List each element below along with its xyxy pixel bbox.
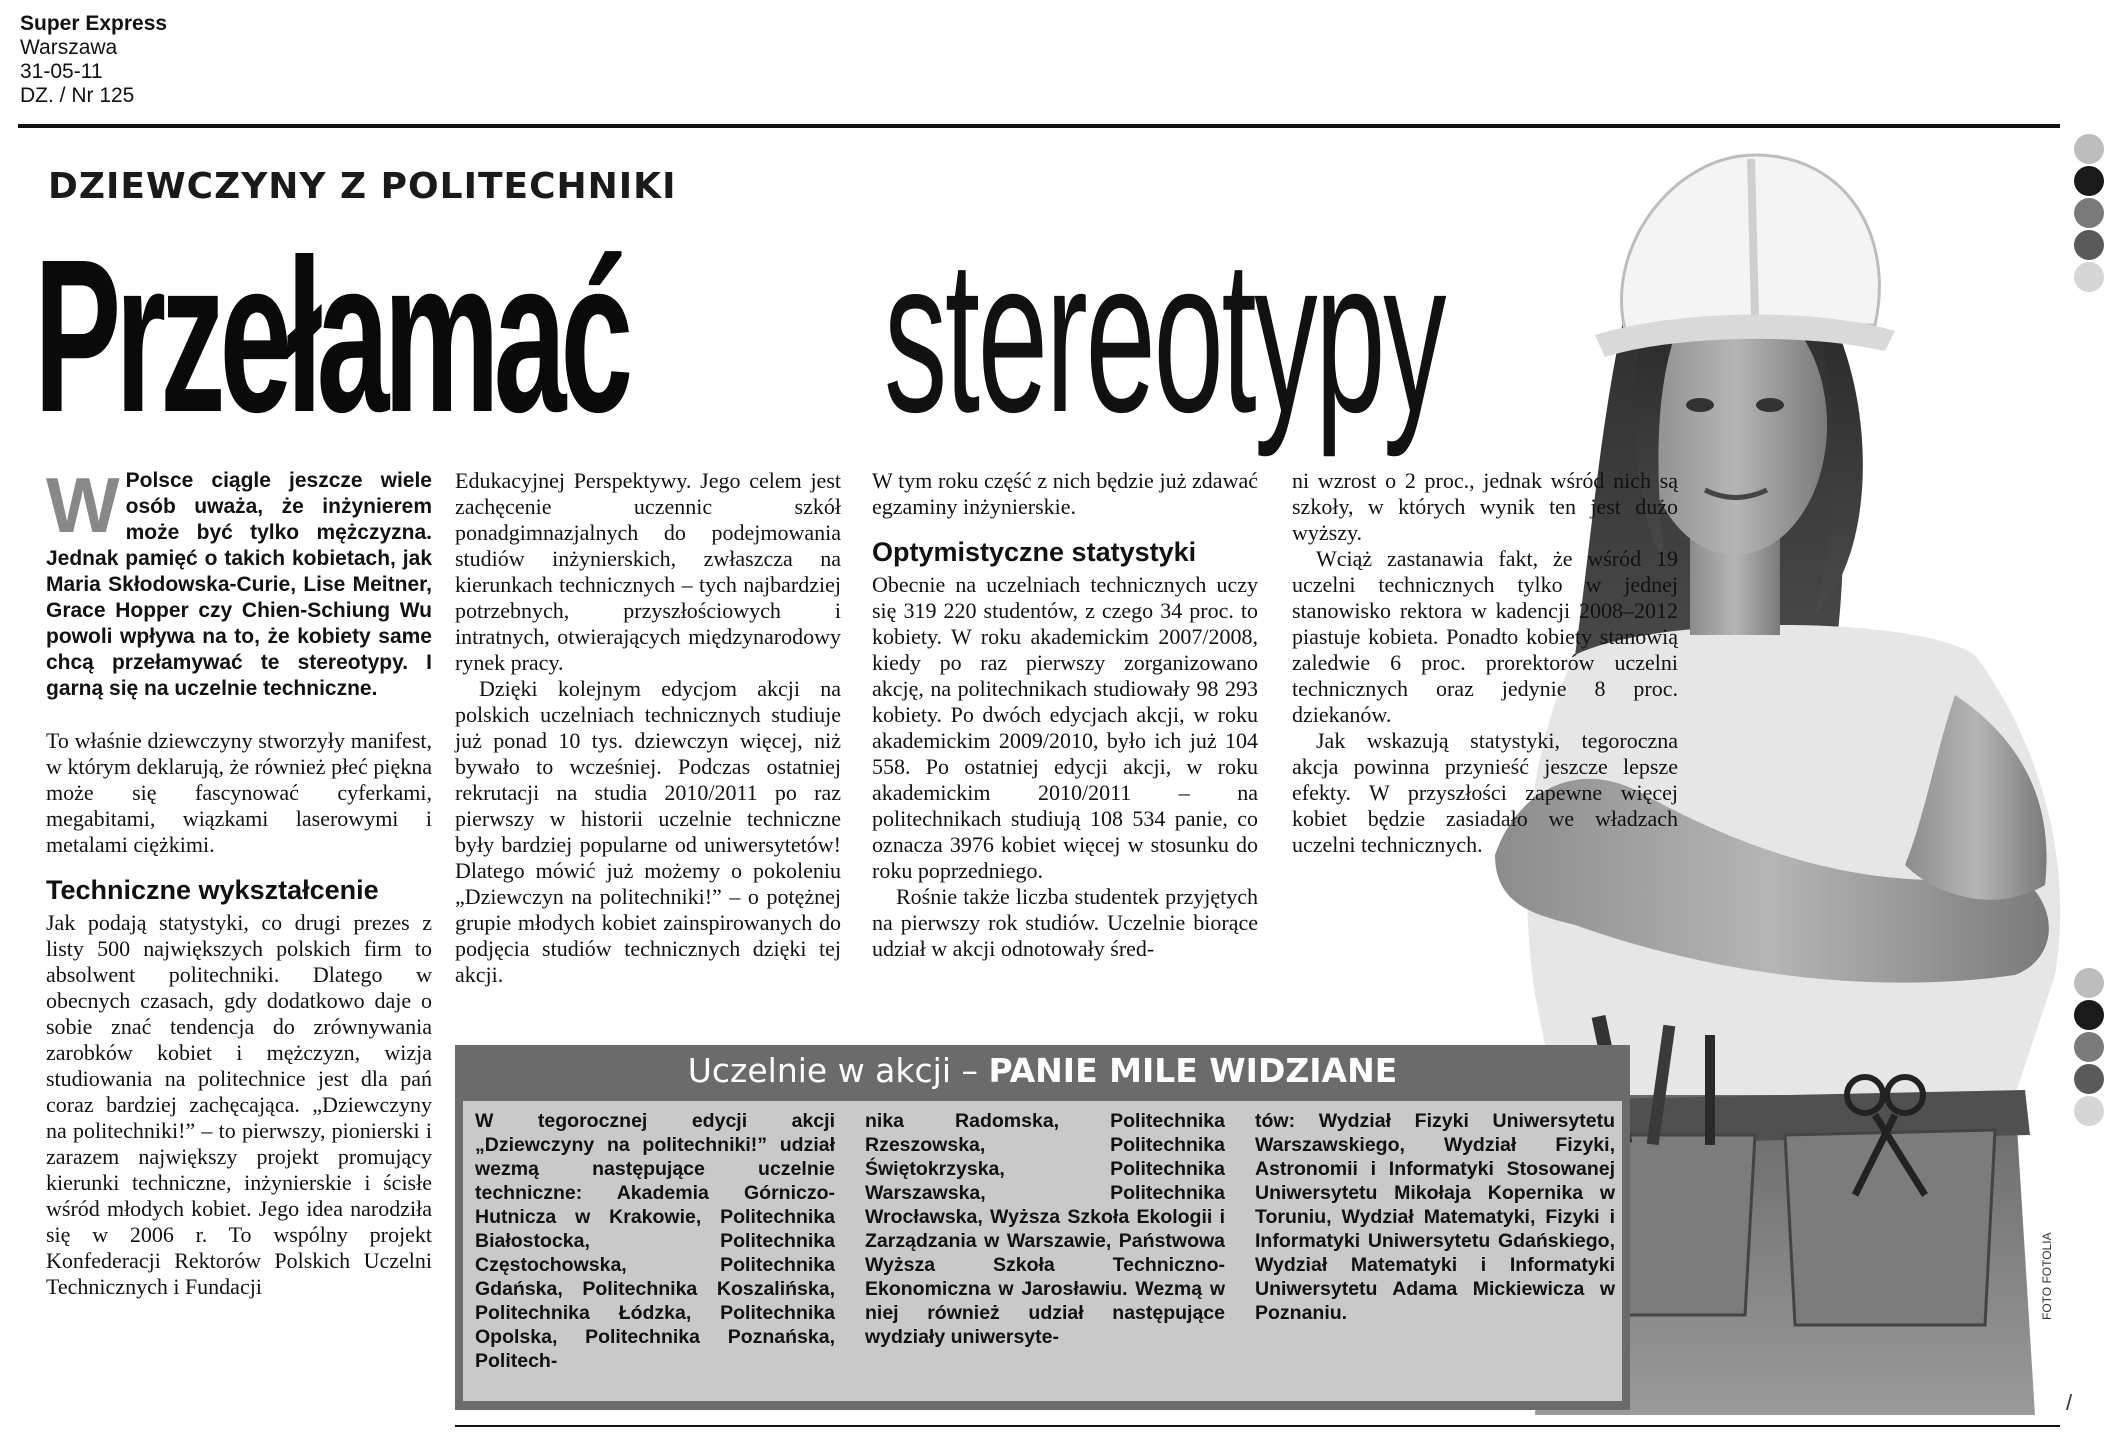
- article-column-1: [46, 461, 432, 1300]
- headline: [34, 212, 1445, 462]
- info-box-column-2: nika Radomska, Politechnika Rzeszowska, Politechnika Świętokrzyska, Politechnika Warszawska, Politechnika Wrocławska, Wyższa Szkoła Ekologii i Zarządzania w Warszawie, Państwowa Wyższa Szkoła Techniczno-Ekonomiczna w Jarosławiu. Wezmą w niej również udział następujące wydziały uniwersyte-: [865, 1110, 1225, 1348]
- lead-text: Polsce ciągle jeszcze wiele osób uważa, że inżynierem może być tylko mężczyzna. Jednak pamięć o takich kobietach, jak Maria Skłodowska-Curie, Lise Meitner, Grace Hopper czy Chien-Schiung Wu powoli wpływa na to, że kobiety same chcą przełamywać te stereotypy. I garną się na uczelnie techniczne.: [46, 469, 432, 700]
- headline-bold: Przełamać: [34, 215, 628, 458]
- paragraph: Dzięki kolejnym edycjom akcji na polskich uczelniach technicznych studiuje już ponad 10 tys. dziewczyn więcej, niż bywało to wcześniej. Podczas ostatniej rekrutacji na studia 2010/2011 po raz pierwszy w historii uczelnie techniczne były bardziej popularne od uniwersytetów! Dlatego mówić już możemy o pokoleniu „Dziewczyn na politechniki!” – o potężnej grupie młodych kobiet zainspirowanych do podjęcia studiów technicznych dzięki tej akcji.: [455, 676, 841, 987]
- paragraph: ni wzrost o 2 proc., jednak wśród nich są szkoły, w których wynik ten jest dużo wyższy.: [1292, 468, 1678, 545]
- paragraph: Rośnie także liczba studentek przyjętych na pierwszy rok studiów. Uczelnie biorące udział w akcji odnotowały śred-: [872, 884, 1258, 961]
- article-column-2: [455, 468, 841, 988]
- kicker: DZIEWCZYNY Z POLITECHNIKI: [48, 166, 677, 207]
- info-box-column-1: W tegorocznej edycji akcji „Dziewczyny na politechniki!” udział wezmą następujące uczelnie techniczne: Akademia Górniczo-Hutnicza w Krakowie, Politechnika Białostocka, Politechnika Częstochowska, Politechnika Gdańska, Politechnika Koszalińska, Politechnika Łódzka, Politechnika Opolska, Politechnika Poznańska, Politech-: [475, 1110, 835, 1372]
- info-box-column-3: tów: Wydział Fizyki Uniwersytetu Warszawskiego, Wydział Fizyki, Astronomii i Informatyki Stosowanej Uniwersytetu Mikołaja Kopernika w Toruniu, Wydział Matematyki, Fizyki i Informatyki Uniwersytetu Gdańskiego, Wydział Matematyki i Informatyki Uniwersytetu Adama Mickiewicza w Poznaniu.: [1255, 1110, 1615, 1324]
- masthead: [20, 12, 167, 108]
- page-mark: /: [2066, 1390, 2073, 1415]
- paragraph: Wciąż zastanawia fakt, że wśród 19 uczelni technicznych tylko w jednej stanowisko rektora w kadencji 2008–2012 piastuje kobieta. Ponadto kobiety stanowią zaledwie 6 proc. prorektorów uczelni technicznych oraz jedynie 8 proc. dziekanów.: [1292, 546, 1678, 727]
- paragraph: To właśnie dziewczyny stworzyły manifest, w którym deklarują, że również płeć piękna może się fascynować cyferkami, megabitami, wiązkami laserowymi i metalami ciężkimi.: [46, 728, 432, 857]
- lead-paragraph: [46, 461, 432, 702]
- issue-number: DZ. / Nr 125: [20, 84, 135, 107]
- paragraph: Jak podają statystyki, co drugi prezes z listy 500 największych polskich firm to absolwent politechniki. Dlatego w obecnych czasach, gdy dodatkowo daje o sobie znać tendencja do zrównywania zarobków kobiet i mężczyzn, wizja studiowania na politechnice jest dla pań coraz bardziej zachęcająca. „Dziewczyny na politechniki!” – to pierwszy, pionierski i zarazem największy projekt promujący kierunki techniczne, inżynierskie i ścisłe wśród młodych kobiet. Jego idea narodziła się w 2006 r. To wspólny projekt Konfederacji Rektorów Polskich Uczelni Technicznych i Fundacji: [46, 910, 432, 1299]
- article-column-3: [872, 468, 1258, 962]
- date: 31-05-11: [20, 60, 103, 83]
- headline-light: stereotypy: [884, 215, 1445, 458]
- info-box-body: [463, 1101, 1622, 1401]
- info-box-title: [455, 1049, 1630, 1093]
- subheading: Optymistyczne statystyki: [872, 537, 1197, 567]
- paragraph: Edukacyjnej Perspektywy. Jego celem jest zachęcenie uczennic szkół ponadgimnazjalnych do podejmowania studiów inżynierskich, zwłaszcza na kierunkach technicznych – tych najbardziej potrzebnych, przyszłościowych i intratnych, otwierających międzynarodowy rynek pracy.: [455, 468, 841, 675]
- paper-name: Super Express: [20, 12, 168, 35]
- city: Warszawa: [20, 36, 118, 59]
- photo-credit: FOTO FOTOLIA: [2040, 1232, 2054, 1320]
- drop-cap: W: [46, 461, 120, 549]
- info-box-title-bold: PANIE MILE WIDZIANE: [988, 1051, 1398, 1090]
- bottom-rule: [455, 1425, 2060, 1427]
- article-column-4: [1292, 468, 1678, 858]
- subheading: Techniczne wykształcenie: [46, 875, 379, 905]
- info-box-title-light: Uczelnie w akcji –: [687, 1051, 978, 1090]
- info-box: [455, 1045, 1630, 1410]
- paragraph: W tym roku część z nich będzie już zdawać egzaminy inżynierskie.: [872, 468, 1258, 519]
- paragraph: Jak wskazują statystyki, tegoroczna akcja powinna przynieść jeszcze lepsze efekty. W przyszłości zapewne więcej kobiet będzie zasiadało we władzach uczelni technicznych.: [1292, 728, 1678, 857]
- paragraph: Obecnie na uczelniach technicznych uczy się 319 220 studentów, z czego 34 proc. to kobiety. W roku akademickim 2007/2008, kiedy po raz pierwszy zorganizowano akcję, na politechnikach studiowały 98 293 kobiety. Po dwóch edycjach akcji, w roku akademickim 2009/2010, było ich już 104 558. Po ostatniej edycji akcji, w roku akademickim 2010/2011 – na politechnikach studiują 108 534 panie, co oznacza 3976 kobiet więcej w stosunku do roku poprzedniego.: [872, 572, 1258, 883]
